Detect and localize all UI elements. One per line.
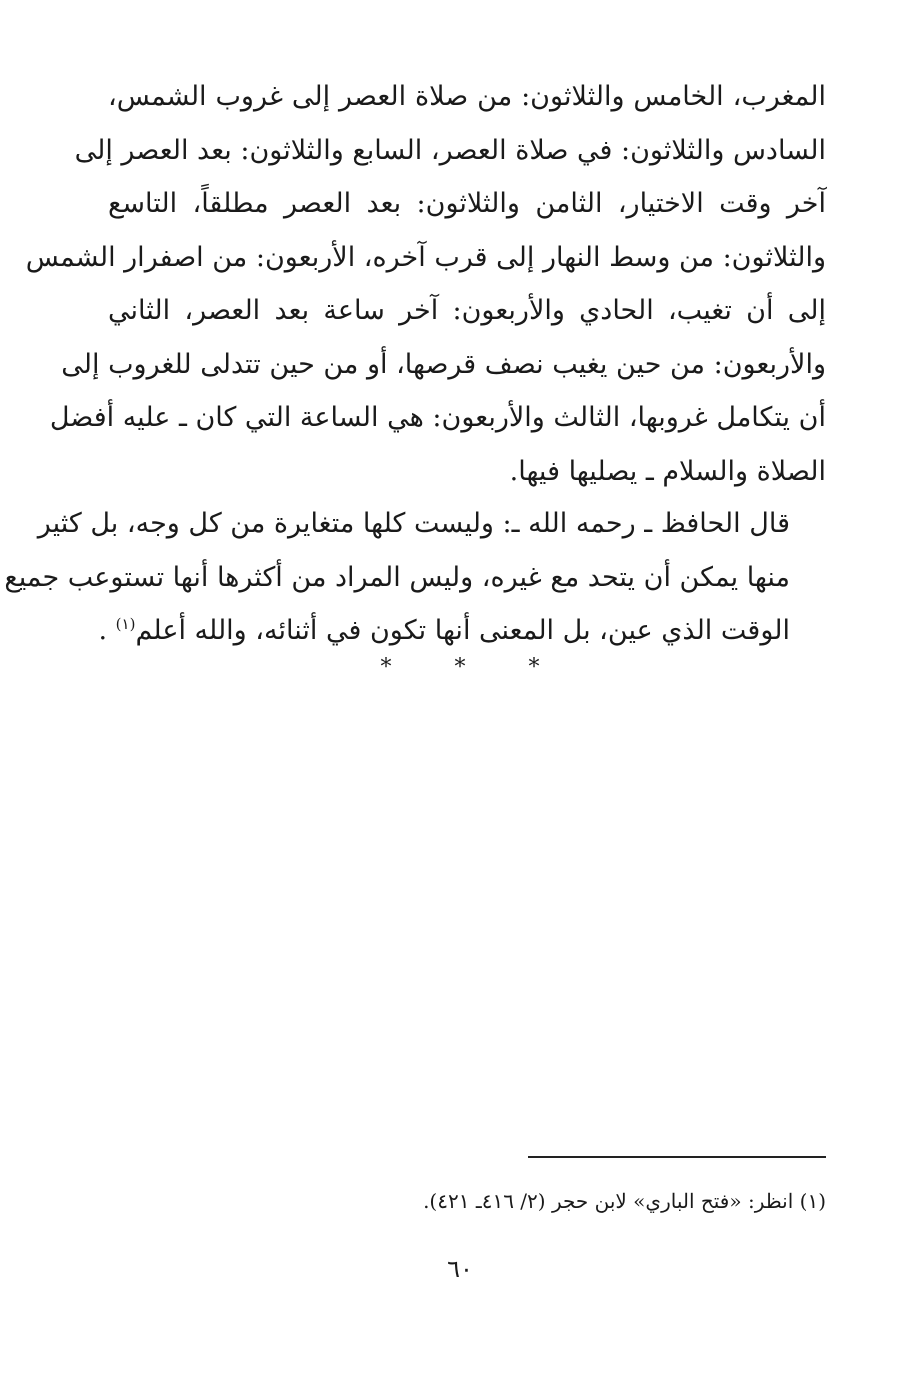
body-paragraph-2	[4, 497, 826, 658]
text-line: قال الحافظ ـ رحمه الله ـ: وليست كلها متغايرة من كل وجه، بل كثير	[37, 508, 790, 539]
text-line: المغرب، الخامس والثلاثون: من صلاة العصر إلى غروب الشمس،	[108, 81, 826, 112]
sentence-end: .	[98, 615, 116, 646]
text-line: آخر وقت الاختيار، الثامن والثلاثون: بعد العصر مطلقاً، التاسع	[108, 188, 826, 219]
text-line: منها يمكن أن يتحد مع غيره، وليس المراد من أكثرها أنها تستوعب جميع	[4, 561, 790, 593]
text-line: أن يتكامل غروبها، الثالث والأربعون: هي الساعة التي كان ـ عليه أفضل	[49, 402, 826, 433]
section-separator: * * *	[380, 655, 568, 680]
text-line: والأربعون: من حين يغيب نصف قرصها، أو من حين تتدلى للغروب إلى	[61, 348, 826, 380]
page-number: ٦٠	[447, 1255, 473, 1283]
text-line: السادس والثلاثون: في صلاة العصر، السابع والثلاثون: بعد العصر إلى	[74, 134, 826, 166]
text-line: إلى أن تغيب، الحادي والأربعون: آخر ساعة بعد العصر، الثاني	[108, 295, 826, 326]
footnote	[108, 1183, 826, 1219]
footnote-number: (١)	[799, 1189, 826, 1213]
text-line: والثلاثون: من وسط النهار إلى قرب آخره، الأربعون: من اصفرار الشمس	[25, 241, 826, 273]
footnote-divider	[528, 1156, 826, 1158]
footnote-text: انظر: «فتح الباري» لابن حجر (٢/ ٤١٦ـ ٤٢١).	[423, 1189, 794, 1213]
text-line-content: الوقت الذي عين، بل المعنى أنها تكون في أثنائه، والله أعلم	[135, 615, 790, 646]
text-line-with-footnote	[98, 604, 826, 658]
text-line: الصلاة والسلام ـ يصليها فيها.	[509, 455, 826, 487]
body-paragraph-1	[25, 70, 826, 498]
footnote-reference: (١)	[115, 615, 136, 633]
